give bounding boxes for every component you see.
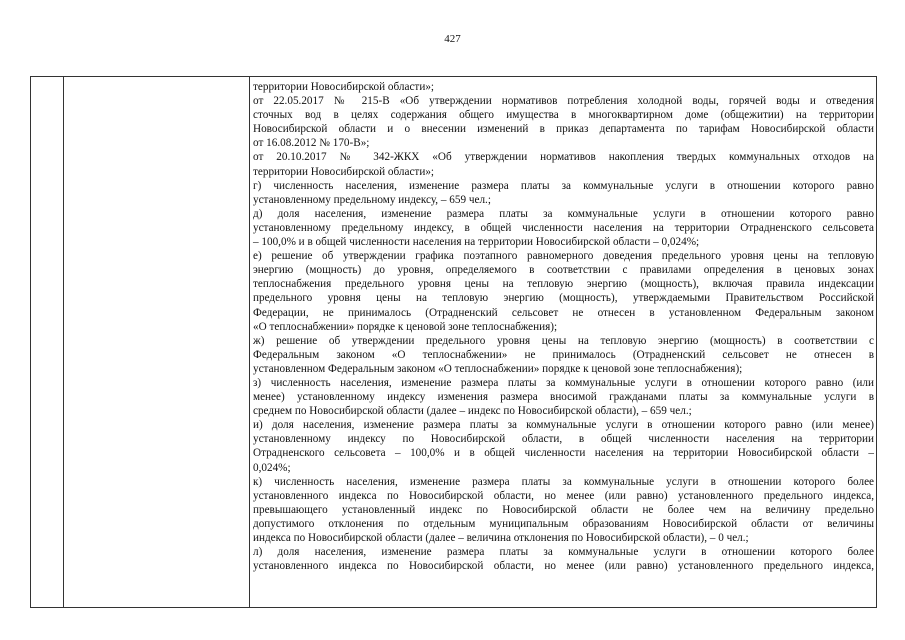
text-line: к) численность населения, изменение размера платы за коммунальные услуги в отношении которого более [253,475,874,488]
text-line: е) решение об утверждении графика поэтапного равномерного доведения предельного уровня цены на тепловую [253,250,874,263]
text-line: от 22.05.2017 № 215-В «Об утверждении нормативов потребления холодной воды, горячей воды и отведения [253,95,874,108]
text-line: установленному предельному индексу, в общей численности населения на территории Отрадненского сельсовета [253,221,874,234]
text-line: среднем по Новосибирской области (далее – индекс по Новосибирской области), – 659 чел.; [253,405,692,418]
text-line: установленного индекса по Новосибирской области, но менее (или равно) установленного предельного индекса, [253,489,874,502]
text-line: предельного уровня цены на тепловую энергию (мощность), утверждаемыми Правительством Российской [253,292,874,305]
text-line: сточных вод в целях содержания общего имущества в многоквартирном доме (общежитии) на территории [253,109,874,122]
text-line: ж) решение об утверждении предельного уровня цены на тепловую энергию (мощность) в соответствии с [253,334,874,347]
text-line: территории Новосибирской области»; [253,165,435,178]
text-line: установленному индексу по Новосибирской области, в общей численности населения на территории [253,433,874,446]
text-line: территории Новосибирской области»; [253,81,435,93]
text-line: теплоснабжения предельного уровня цены на тепловую энергию (мощность), включая правила индексации [253,278,874,291]
text-line: менее) установленному индексу изменения размера вносимой гражданами платы за коммунальные услуги в [253,391,874,404]
text-line: з) численность населения, изменение размера платы за коммунальные услуги в отношении которого равно (или [253,376,874,389]
text-line: от 16.08.2012 № 170-В»; [253,137,370,150]
text-line: л) доля населения, изменение размера платы за коммунальные услуги в отношении которого более [253,546,874,559]
text-line: Федеральным законом «О теплоснабжении» не принималось (Отрадненский сельсовет не отнесен в [253,348,874,361]
table-content-cell [253,80,874,573]
text-line: от 20.10.2017 № 342-ЖКХ «Об утверждении нормативов накопления твердых коммунальных отходов на [253,151,874,164]
text-line: «О теплоснабжении» порядке к ценовой зоне теплоснабжения); [253,320,558,333]
text-line: Новосибирской области и о внесении изменений в приказ департамента по тарифам Новосибирской области [253,123,874,136]
text-line: энергию (мощность) до уровня, определяемого в соответствии с правилами определения в ценовых зонах [253,264,874,277]
text-line: г) численность населения, изменение размера платы за коммунальные услуги в отношении которого равно [253,179,874,192]
text-line: и) доля населения, изменение размера платы за коммунальные услуги в отношении которого равно (или менее) [253,419,874,432]
text-line: установленном Федеральным законом «О теплоснабжении» порядке к ценовой зоне теплоснабжения); [253,362,743,375]
text-line: превышающего установленный индекс по Новосибирской области не более чем на величину предельно [253,503,874,516]
text-line: 0,024%; [253,461,291,474]
page-number: 427 [444,33,461,45]
document-table [30,76,877,608]
column-divider-1 [63,77,64,607]
text-line: индекса по Новосибирской области (далее – величина отклонения по Новосибирской области), – 0 чел.; [253,532,749,544]
text-line: Федерации, не принималось (Отрадненский сельсовет не отнесен в установленном Федеральным законом [253,306,874,319]
text-line: допустимого отклонения по отдельным муниципальным образованиям Новосибирской области от величины [253,517,874,530]
column-divider-2 [249,77,250,607]
text-line: – 100,0% и в общей численности населения на территории Новосибирской области – 0,024%; [253,236,700,249]
text-line: установленному предельному индексу, – 659 чел.; [253,193,491,206]
text-line: Отрадненского сельсовета – 100,0% и в общей численности населения на территории Новосибирской области – [253,447,874,460]
text-line: установленного индекса по Новосибирской области, но менее (или равно) установленного предельного индекса, [253,560,874,573]
text-line: д) доля населения, изменение размера платы за коммунальные услуги в отношении которого равно [253,207,874,220]
